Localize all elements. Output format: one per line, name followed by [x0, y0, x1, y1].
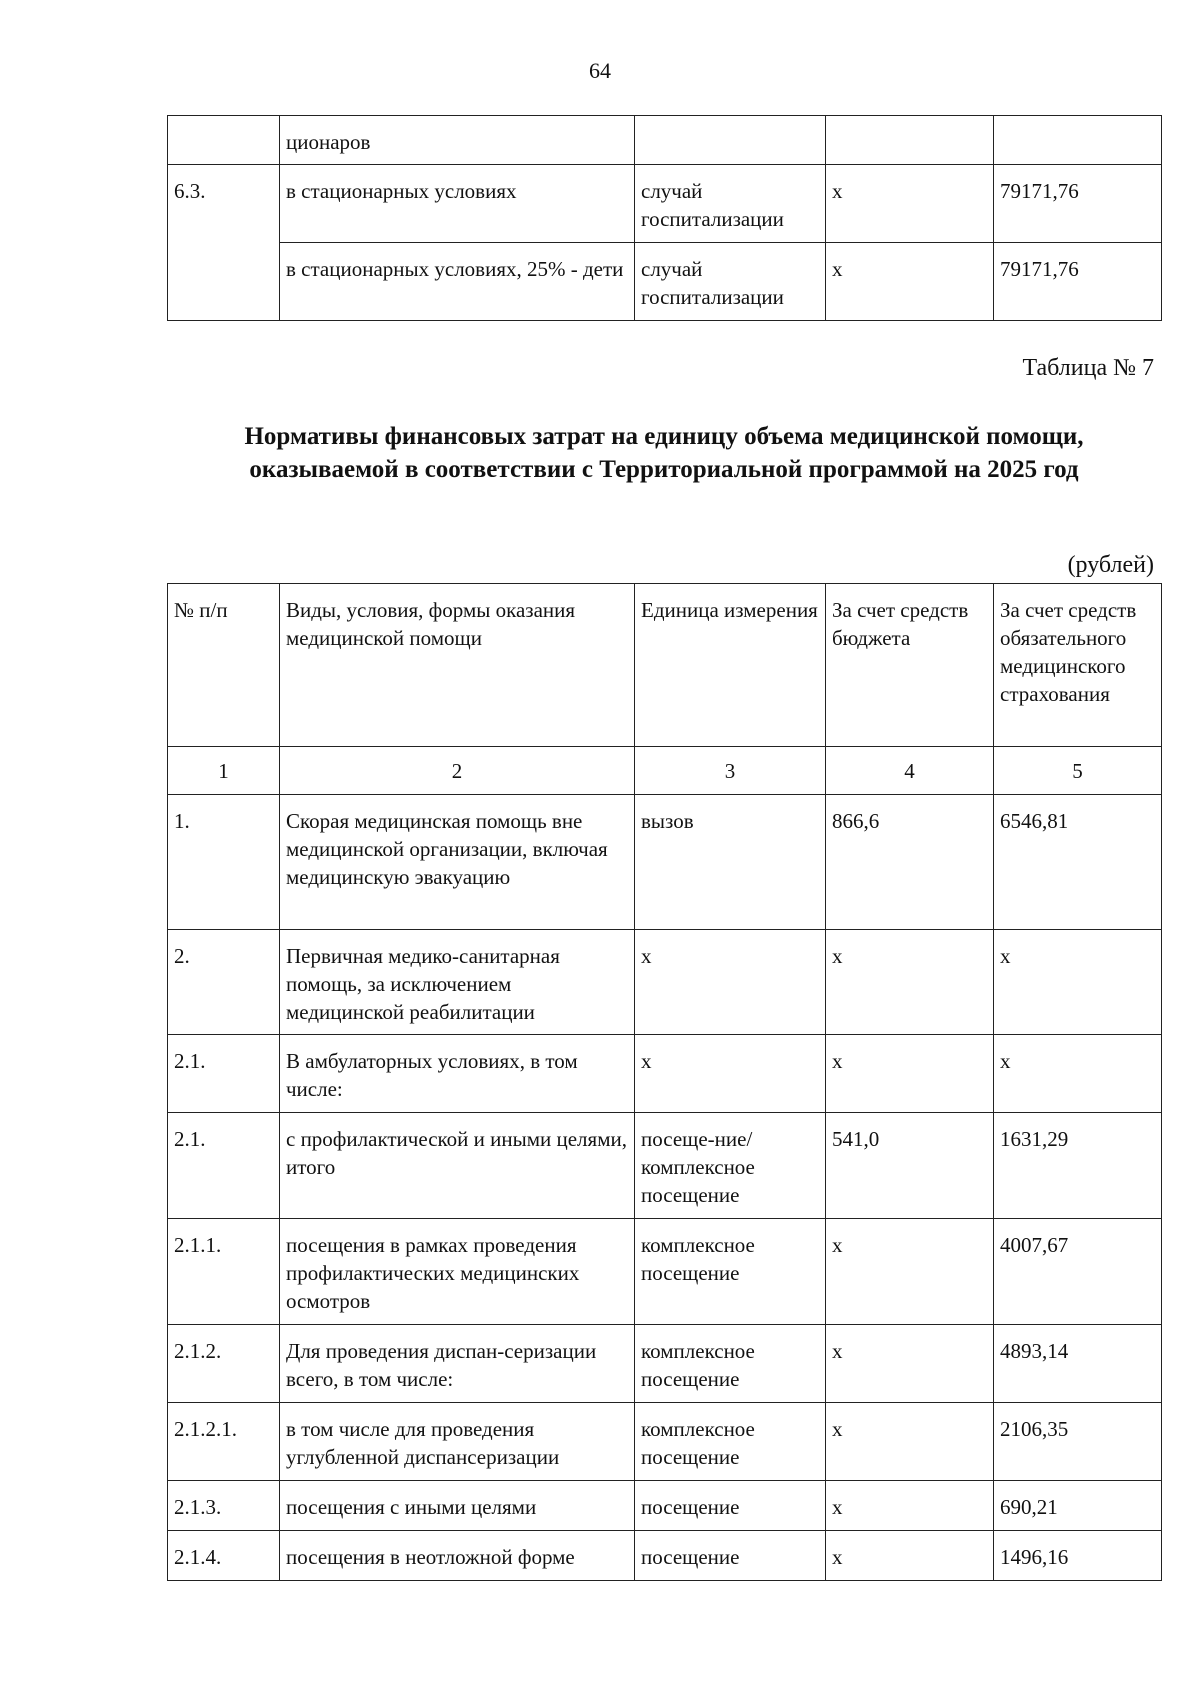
column-number: 1: [168, 747, 280, 795]
cell: х: [826, 1531, 994, 1581]
column-number: 5: [994, 747, 1162, 795]
cell: Первичная медико-санитарная помощь, за исключением медицинской реабилитации: [280, 930, 635, 1035]
cell: 2.1.2.1.: [168, 1403, 280, 1481]
cell: х: [635, 1035, 826, 1113]
cell: комплексное посещение: [635, 1325, 826, 1403]
table-label: Таблица № 7: [1022, 355, 1154, 381]
cell: в стационарных условиях, 25% - дети: [280, 243, 635, 321]
cell: 4007,67: [994, 1219, 1162, 1325]
cell: 1.: [168, 795, 280, 930]
cell: посещения в рамках проведения профилактических медицинских осмотров: [280, 1219, 635, 1325]
cell: вызов: [635, 795, 826, 930]
cell: Для проведения диспан-серизации всего, в том числе:: [280, 1325, 635, 1403]
cell: 79171,76: [994, 243, 1162, 321]
cell: 2106,35: [994, 1403, 1162, 1481]
cell: 2.: [168, 930, 280, 1035]
table-row: [168, 1035, 1162, 1113]
cell: х: [826, 1481, 994, 1531]
cell: 1631,29: [994, 1113, 1162, 1219]
cell: [635, 116, 826, 165]
cell: х: [994, 930, 1162, 1035]
financial-norms-table: [167, 583, 1162, 1581]
cell: 6.3.: [168, 165, 280, 321]
cell: комплексное посещение: [635, 1403, 826, 1481]
cell: посещения с иными целями: [280, 1481, 635, 1531]
table-row: [168, 116, 1162, 165]
table-row: [168, 1403, 1162, 1481]
table-row: [168, 165, 1162, 243]
table-heading: Нормативы финансовых затрат на единицу объема медицинской помощи, оказываемой в соответствии с Территориальной программой на 2025 год: [244, 423, 1084, 483]
cell: посещения в неотложной форме: [280, 1531, 635, 1581]
column-number-row: [168, 747, 1162, 795]
cell: [994, 116, 1162, 165]
cell: 4893,14: [994, 1325, 1162, 1403]
cell: х: [826, 1403, 994, 1481]
table-row: [168, 243, 1162, 321]
header-cell: № п/п: [168, 584, 280, 747]
cell: 2.1.4.: [168, 1531, 280, 1581]
header-cell: Единица измерения: [635, 584, 826, 747]
cell: Скорая медицинская помощь вне медицинской организации, включая медицинскую эвакуацию: [280, 795, 635, 930]
cell: х: [826, 930, 994, 1035]
column-number: 4: [826, 747, 994, 795]
cell: [826, 116, 994, 165]
cell: х: [994, 1035, 1162, 1113]
cell: в том числе для проведения углубленной диспансеризации: [280, 1403, 635, 1481]
cell: 541,0: [826, 1113, 994, 1219]
cell: 690,21: [994, 1481, 1162, 1531]
cell: 866,6: [826, 795, 994, 930]
cell: случай госпитализации: [635, 243, 826, 321]
cell: 2.1.: [168, 1113, 280, 1219]
cell: посеще-ние/комплексное посещение: [635, 1113, 826, 1219]
cell: ционаров: [280, 116, 635, 165]
cell: В амбулаторных условиях, в том числе:: [280, 1035, 635, 1113]
column-number: 3: [635, 747, 826, 795]
cell: 6546,81: [994, 795, 1162, 930]
table-row: [168, 930, 1162, 1035]
cell: с профилактической и иными целями, итого: [280, 1113, 635, 1219]
table-row: [168, 795, 1162, 930]
cell: х: [826, 165, 994, 243]
cell: 2.1.1.: [168, 1219, 280, 1325]
cell: х: [826, 1035, 994, 1113]
cell: в стационарных условиях: [280, 165, 635, 243]
page-number: 64: [589, 58, 611, 83]
header-cell: Виды, условия, формы оказания медицинской помощи: [280, 584, 635, 747]
cell: х: [826, 1219, 994, 1325]
table-row: [168, 1113, 1162, 1219]
cell: посещение: [635, 1531, 826, 1581]
cell: 2.1.: [168, 1035, 280, 1113]
table-row: [168, 1531, 1162, 1581]
header-row: [168, 584, 1162, 747]
cell: х: [635, 930, 826, 1035]
cell: комплексное посещение: [635, 1219, 826, 1325]
cell: 2.1.3.: [168, 1481, 280, 1531]
cell: х: [826, 243, 994, 321]
continued-table: [167, 115, 1162, 321]
header-cell: За счет средств обязательного медицинского страхования: [994, 584, 1162, 747]
cell: х: [826, 1325, 994, 1403]
table-row: [168, 1325, 1162, 1403]
units-label: (рублей): [1067, 552, 1154, 578]
column-number: 2: [280, 747, 635, 795]
cell: 2.1.2.: [168, 1325, 280, 1403]
header-cell: За счет средств бюджета: [826, 584, 994, 747]
table-row: [168, 1481, 1162, 1531]
table-row: [168, 1219, 1162, 1325]
cell: 79171,76: [994, 165, 1162, 243]
cell: посещение: [635, 1481, 826, 1531]
cell: случай госпитализации: [635, 165, 826, 243]
cell: [168, 116, 280, 165]
cell: 1496,16: [994, 1531, 1162, 1581]
